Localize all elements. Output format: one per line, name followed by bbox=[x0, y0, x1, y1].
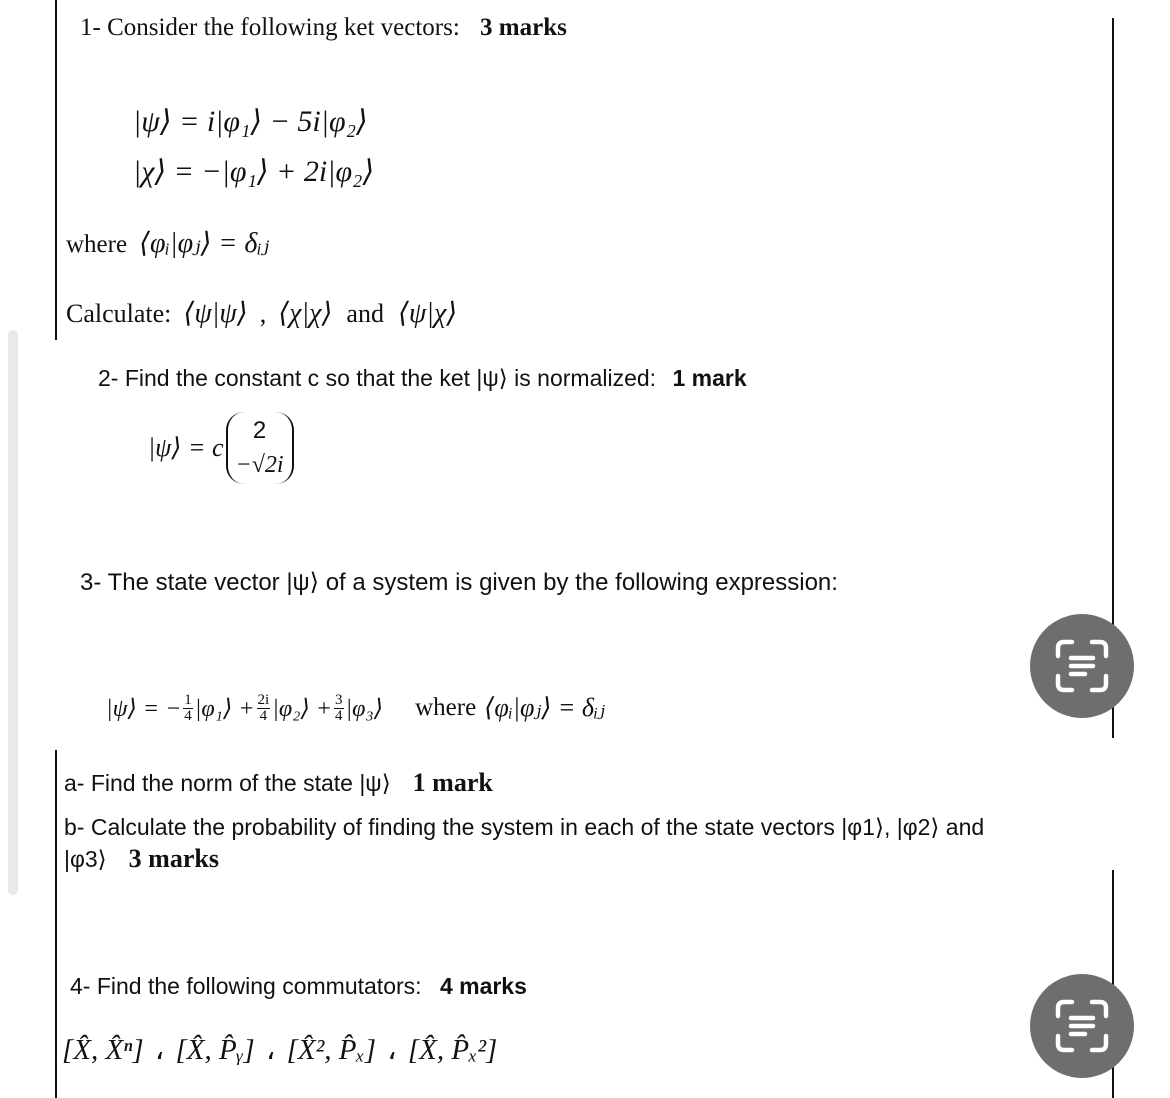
q3-frac-1-num: 1 bbox=[184, 691, 192, 708]
q4-title-line bbox=[70, 973, 527, 1000]
q1-where-eq: ⟨φᵢ|φⱼ⟩ = δᵢⱼ bbox=[139, 228, 270, 259]
q3-frac-1 bbox=[183, 693, 193, 724]
q1-calc-b: ⟨χ|χ⟩ bbox=[278, 298, 333, 329]
q3b-text2: |φ3⟩ bbox=[64, 846, 107, 872]
q3a-text: a- Find the norm of the state |ψ⟩ bbox=[64, 770, 391, 796]
q2-title-line bbox=[98, 365, 747, 392]
q4-commutators bbox=[62, 1032, 497, 1067]
scan-text-icon bbox=[1052, 996, 1112, 1056]
q3-frac-3 bbox=[334, 693, 344, 724]
live-text-button-2[interactable] bbox=[1030, 974, 1134, 1078]
q1-calc-a: ⟨ψ|ψ⟩ bbox=[183, 298, 248, 329]
q2-equation bbox=[148, 410, 294, 486]
q4-sep2: ، bbox=[265, 1034, 276, 1066]
q3a-line bbox=[64, 768, 493, 798]
q3b-line2 bbox=[64, 844, 219, 874]
q3b-marks: 3 marks bbox=[128, 844, 219, 873]
q4-sep1: ، bbox=[154, 1034, 165, 1066]
q1-calc-line bbox=[66, 296, 457, 330]
q2-lhs: |ψ⟩ = c bbox=[148, 433, 224, 462]
q1-calc-label: Calculate: bbox=[66, 299, 172, 328]
q3-frac-2-den: 4 bbox=[259, 707, 268, 724]
scan-text-icon bbox=[1052, 636, 1112, 696]
q4-c4: [X̂, P̂ₓ²] bbox=[407, 1034, 498, 1066]
q2-marks: 1 mark bbox=[672, 365, 747, 391]
q1-calc-c: ⟨ψ|χ⟩ bbox=[397, 298, 458, 329]
scrollbar[interactable] bbox=[8, 330, 18, 895]
q3-equation-line bbox=[106, 686, 605, 730]
q3-term-3: |φ₃⟩ bbox=[345, 695, 384, 722]
q1-calc-sep: , bbox=[259, 299, 267, 328]
q3-frac-3-num: 3 bbox=[335, 691, 343, 708]
q1-calc-and: and bbox=[346, 299, 384, 328]
left-border bbox=[55, 0, 57, 340]
q3-frac-1-den: 4 bbox=[184, 707, 192, 724]
q4-c3: [X̂², P̂ₓ] bbox=[286, 1034, 377, 1066]
q2-vector bbox=[226, 412, 294, 484]
q3-term-2: |φ₂⟩ + bbox=[272, 695, 332, 722]
q1-marks: 3 marks bbox=[480, 14, 567, 41]
q3-term-1: |φ₁⟩ + bbox=[194, 695, 255, 722]
q3b-text: b- Calculate the probability of finding the system in each of the state vectors |φ1⟩, |φ2⟩ and bbox=[64, 814, 985, 840]
q3-frac-2 bbox=[257, 693, 271, 724]
live-text-button-1[interactable] bbox=[1030, 614, 1134, 718]
q4-sep3: ، bbox=[387, 1034, 397, 1066]
q1-title: 1- Consider the following ket vectors: bbox=[80, 14, 460, 41]
q4-marks: 4 marks bbox=[439, 973, 527, 999]
q2-title: 2- Find the constant c so that the ket |ψ⟩ is normalized: bbox=[98, 365, 657, 391]
q3-frac-2-num: 2i bbox=[257, 691, 270, 708]
q4-title: 4- Find the following commutators: bbox=[70, 973, 422, 999]
q3-title: 3- The state vector |ψ⟩ of a system is given by the following expression: bbox=[80, 569, 838, 596]
q3-eq-lhs: |ψ⟩ = − bbox=[106, 695, 182, 722]
left-border-lower bbox=[55, 750, 57, 1098]
q2-vector-top: 2 bbox=[252, 417, 267, 444]
q3-where-label: where bbox=[415, 694, 477, 721]
q1-eq1: |ψ⟩ = i|φ₁⟩ − 5i|φ₂⟩ bbox=[133, 105, 368, 138]
q1-where-line bbox=[66, 226, 269, 260]
q1-where-label: where bbox=[66, 231, 128, 258]
q4-c2: [X̂, P̂ᵧ] bbox=[175, 1034, 255, 1066]
q3a-marks: 1 mark bbox=[412, 768, 493, 797]
q1-title-line bbox=[80, 14, 567, 42]
q3-where-eq: ⟨φᵢ|φⱼ⟩ = δᵢⱼ bbox=[484, 693, 605, 722]
q2-vector-bottom: −√2i bbox=[235, 452, 284, 478]
q3-frac-3-den: 4 bbox=[335, 707, 343, 724]
q1-eq2: |χ⟩ = −|φ₁⟩ + 2i|φ₂⟩ bbox=[133, 155, 375, 188]
q4-c1: [X̂, X̂ⁿ] bbox=[62, 1034, 144, 1066]
